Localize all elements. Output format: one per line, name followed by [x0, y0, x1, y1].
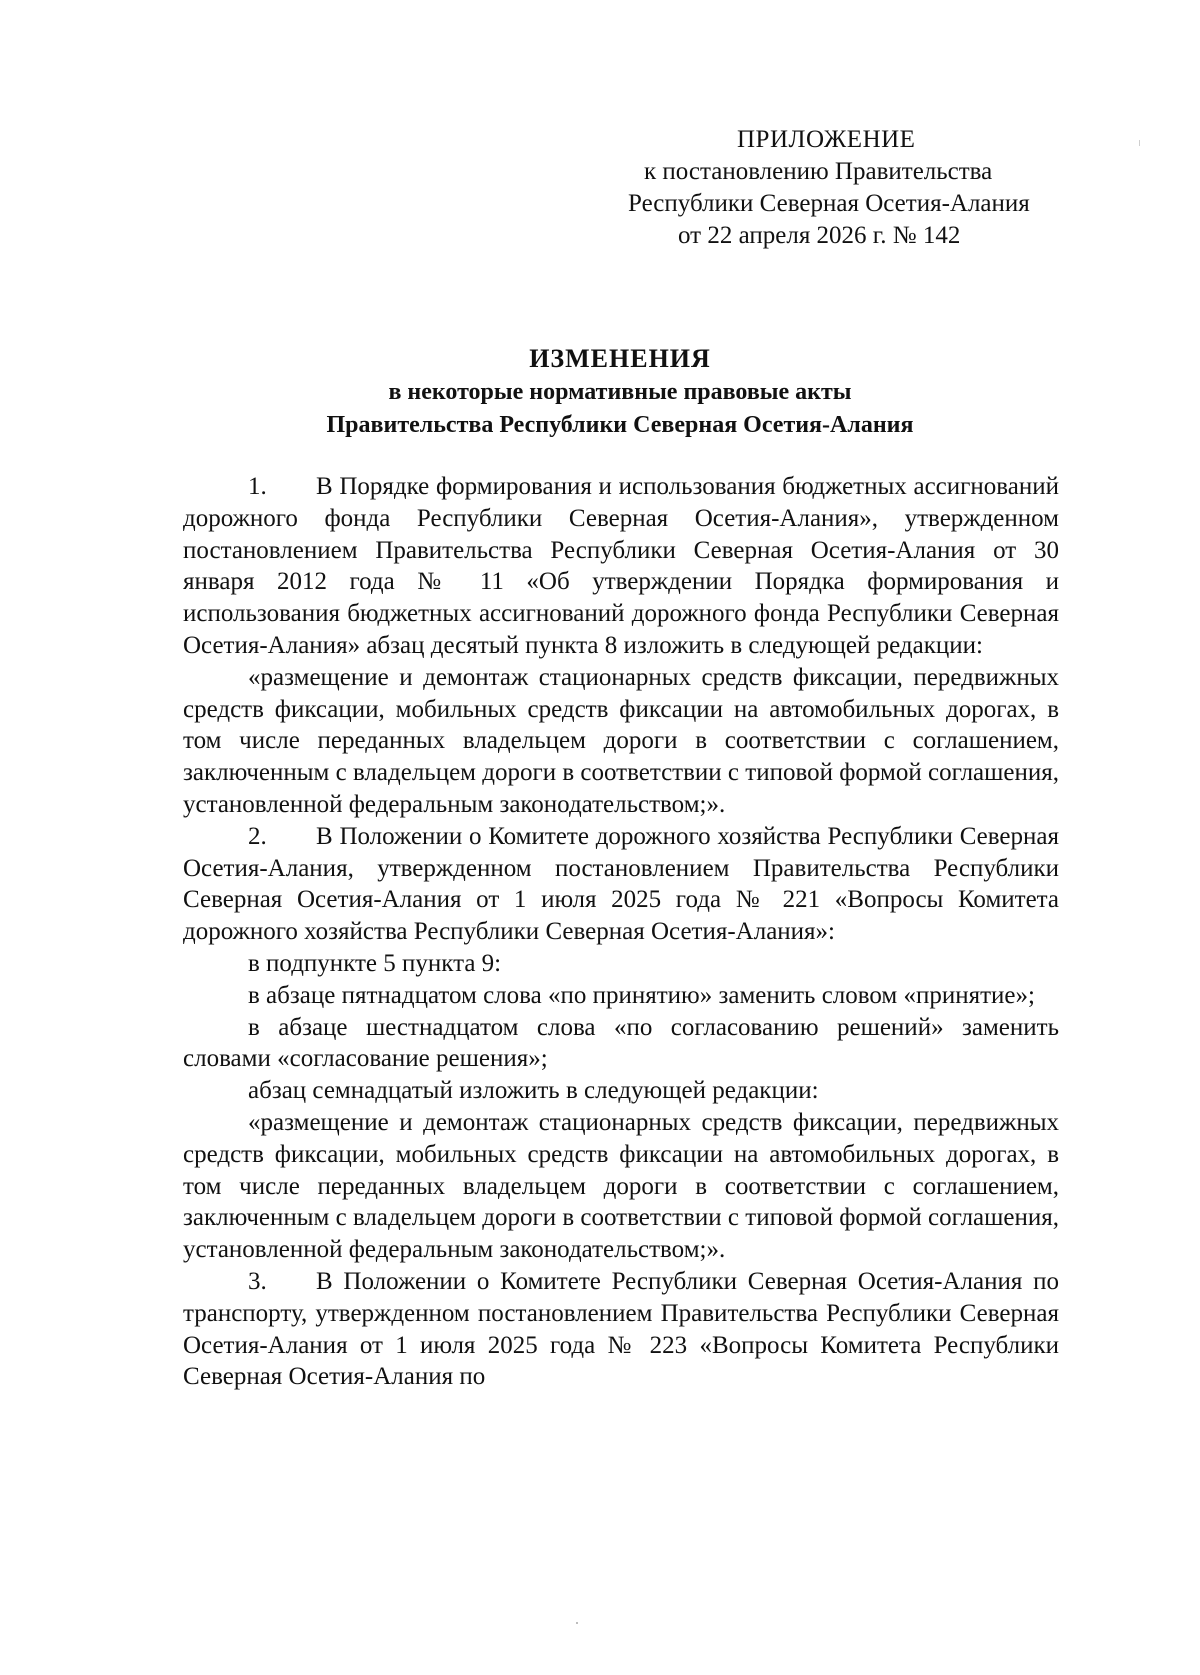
- title-main: ИЗМЕНЕНИЯ: [529, 344, 711, 373]
- title-subtitle-1: в некоторые нормативные правовые акты: [388, 379, 852, 405]
- scan-mark: [1139, 140, 1140, 146]
- paragraph-2: [183, 821, 1059, 948]
- appendix-label: ПРИЛОЖЕНИЕ: [737, 126, 916, 153]
- paragraph-2-abzac-17: абзац семнадцатый изложить в следующей редакции:: [248, 1077, 819, 1105]
- paragraph-1-text: В Порядке формирования и использования бюджетных ассигнований дорожного фонда Республики Северная Осетия-Алания», утвержденном постановлением Правительства Республики Северная Осетия-Алания от 30 января 2012 года № 11 «Об утверждении Порядка формирования и использования бюджетных ассигнований дорожного фонда Республики Северная Осетия-Алания» абзац десятый пункта 8 изложить в следующей редакции:: [183, 473, 1059, 659]
- paragraph-3: [183, 1266, 1059, 1393]
- paragraph-2-abzac-16: в абзаце шестнадцатом слова «по согласованию решений» заменить словами «согласование решения»;: [183, 1013, 1059, 1073]
- scan-dot: [576, 1622, 578, 1624]
- paragraph-2-text: В Положении о Комитете дорожного хозяйства Республики Северная Осетия-Алания, утвержденном постановлением Правительства Республики Северная Осетия-Алания от 1 июля 2025 года № 221 «Вопросы Комитета дорожного хозяйства Республики Северная Осетия-Алания»:: [183, 822, 1059, 946]
- paragraph-3-text: В Положении о Комитете Республики Северная Осетия-Алания по транспорту, утвержденном постановлением Правительства Республики Северная Осетия-Алания от 1 июля 2025 года № 223 «Вопросы Комитета Республики Северная Осетия-Алания по: [183, 1267, 1059, 1391]
- document-body: [183, 471, 1059, 1393]
- paragraph-3-number: 3.: [248, 1267, 267, 1295]
- paragraph-2-subpoint: в подпункте 5 пункта 9:: [248, 949, 502, 977]
- appendix-date-number: от 22 апреля 2026 г. № 142: [678, 222, 961, 249]
- document-title: [180, 342, 1060, 442]
- paragraph-1-number: 1.: [248, 473, 267, 500]
- paragraph-2-abzac-15: в абзаце пятнадцатом слова «по принятию» заменить словом «принятие»;: [248, 981, 1035, 1009]
- paragraph-1: [183, 471, 1059, 662]
- appendix-header: [600, 124, 1080, 252]
- paragraph-2-quote: «размещение и демонтаж стационарных средств фиксации, передвижных средств фиксации, мобильных средств фиксации на автомобильных дорогах, в том числе переданных владельцем дороги в соответствии с соглашением, заключенным с владельцем дороги в соответствии с типовой формой соглашения, установленной федеральным законодательством;».: [183, 1108, 1059, 1264]
- paragraph-2-number: 2.: [248, 822, 267, 850]
- title-subtitle-2: Правительства Республики Северная Осетия-Алания: [326, 412, 914, 438]
- appendix-republic: Республики Северная Осетия-Алания: [628, 190, 1030, 217]
- paragraph-1-quote: «размещение и демонтаж стационарных средств фиксации, передвижных средств фиксации, мобильных средств фиксации на автомобильных дорогах, в том числе переданных владельцем дороги в соответствии с соглашением, заключенным с владельцем дороги в соответствии с типовой формой соглашения, установленной федеральным законодательством;».: [183, 663, 1059, 818]
- appendix-resolution-ref: к постановлению Правительства: [644, 158, 993, 185]
